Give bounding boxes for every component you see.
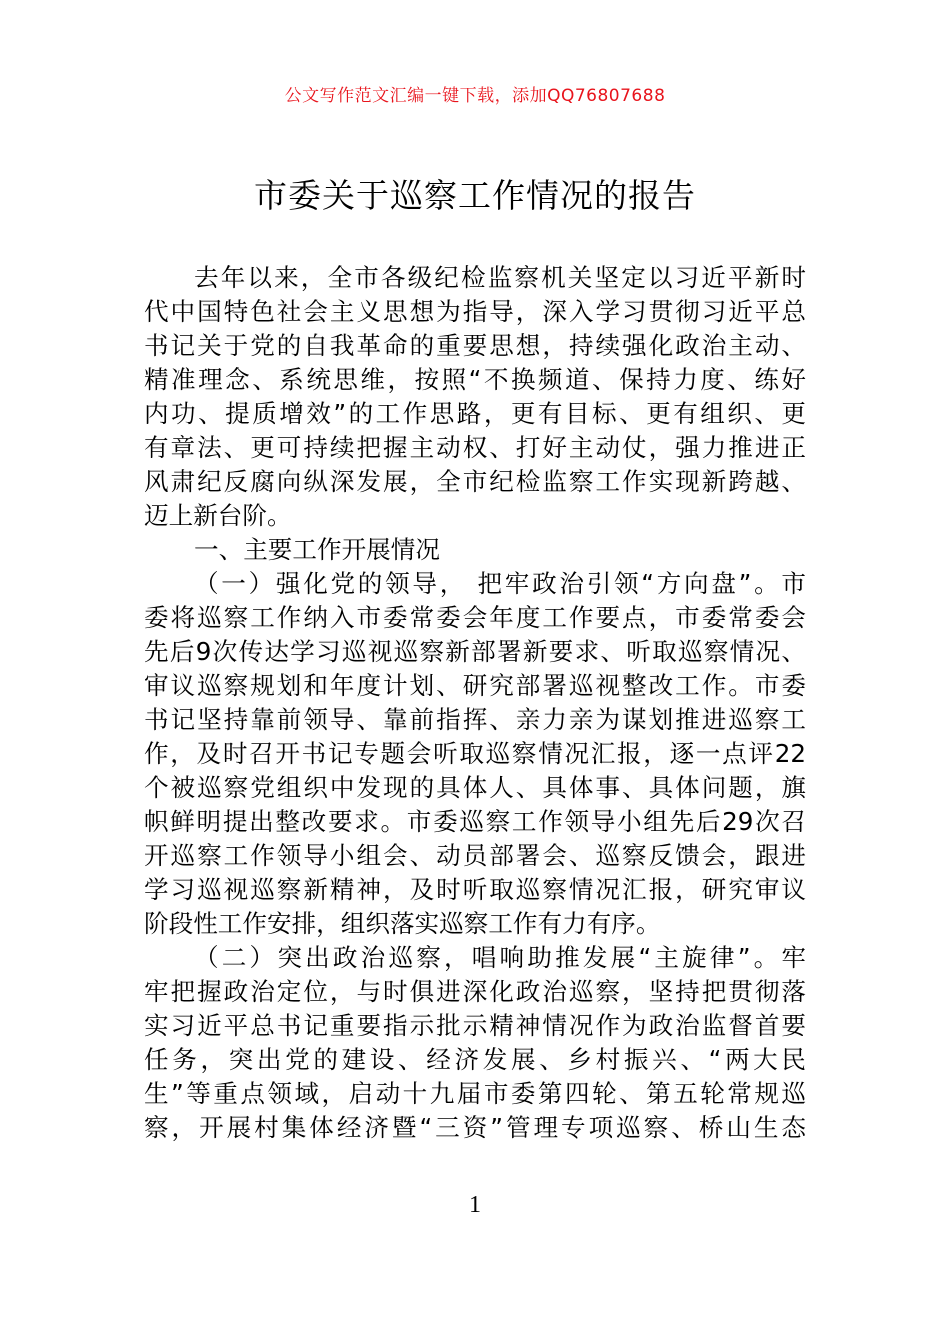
body-line: 代中国特色社会主义思想为指导，深入学习贯彻习近平总 (144, 297, 806, 326)
body-line: 任务，突出党的建设、经济发展、乡村振兴、“两大民 (144, 1045, 806, 1074)
body-line: 先后9次传达学习巡视巡察新部署新要求、听取巡察情况、 (144, 637, 806, 666)
body-line: 书记坚持靠前领导、靠前指挥、亲力亲为谋划推进巡察工 (144, 705, 806, 734)
body-line: 迈上新台阶。 (144, 501, 292, 530)
page-number: 1 (469, 1192, 481, 1218)
body-line: 书记关于党的自我革命的重要思想，持续强化政治主动、 (144, 331, 806, 360)
body-line: 帜鲜明提出整改要求。市委巡察工作领导小组先后29次召 (144, 807, 806, 836)
body-line: （二）突出政治巡察，唱响助推发展“主旋律”。牢 (194, 943, 806, 972)
body-line: 审议巡察规划和年度计划、研究部署巡视整改工作。市委 (144, 671, 806, 700)
body-line: 学习巡视巡察新精神，及时听取巡察情况汇报，研究审议 (144, 875, 806, 904)
body-line: 开巡察工作领导小组会、动员部署会、巡察反馈会，跟进 (144, 841, 806, 870)
document-body (144, 261, 806, 1145)
body-line: 内功、提质增效”的工作思路，更有目标、更有组织、更 (144, 399, 806, 428)
body-line: 阶段性工作安排，组织落实巡察工作有力有序。 (144, 909, 661, 938)
document-title: 市委关于巡察工作情况的报告 (254, 176, 696, 215)
body-line: 生”等重点领域，启动十九届市委第四轮、第五轮常规巡 (144, 1079, 806, 1108)
body-line: 风肃纪反腐向纵深发展，全市纪检监察工作实现新跨越、 (144, 467, 806, 496)
header-download-note: 公文写作范文汇编一键下载，添加QQ76807688 (284, 86, 666, 106)
body-line: 去年以来，全市各级纪检监察机关坚定以习近平新时 (194, 263, 806, 292)
body-line: 实习近平总书记重要指示批示精神情况作为政治监督首要 (144, 1011, 806, 1040)
body-line: 个被巡察党组织中发现的具体人、具体事、具体问题，旗 (144, 773, 806, 802)
body-line: 有章法、更可持续把握主动权、打好主动仗，强力推进正 (144, 433, 806, 462)
body-line: 精准理念、系统思维，按照“不换频道、保持力度、练好 (144, 365, 806, 394)
section-heading: 一、主要工作开展情况 (194, 535, 440, 564)
body-line: 作，及时召开书记专题会听取巡察情况汇报，逐一点评22 (144, 739, 806, 768)
body-line: （一）强化党的领导， 把牢政治引领“方向盘”。市 (194, 569, 806, 598)
body-line: 察，开展村集体经济暨“三资”管理专项巡察、桥山生态 (144, 1113, 806, 1142)
body-line: 牢把握政治定位，与时俱进深化政治巡察，坚持把贯彻落 (144, 977, 806, 1006)
body-line: 委将巡察工作纳入市委常委会年度工作要点，市委常委会 (144, 603, 806, 632)
